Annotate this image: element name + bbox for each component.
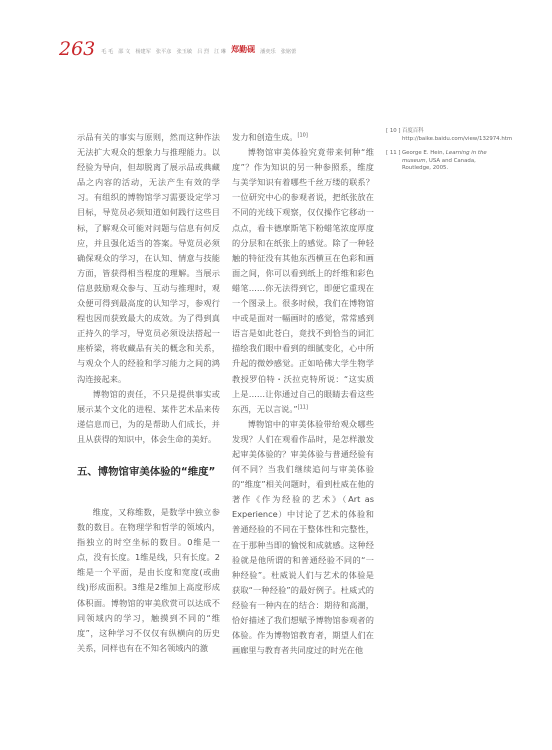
footnote-text — [402, 150, 504, 173]
footnote — [386, 128, 513, 143]
author-name: 江 琳 — [214, 49, 227, 55]
paragraph: 维度，又称维数，是数学中独立参数的数目。在物理学和哲学的领域内，指独立的时空坐标的数目。0维是一点，没有长度。1维是线，只有长度。2维是一个平面，是由长度和宽度(或曲线)形成面积。3维是2维加上高度形成体积面。博物馆的审美欣赏可以达成不同领域内的学习，触摸到不同的“维度”，这种学习不仅仅有纵横向的历史关系，同样也有在不知名领域内的激 — [77, 506, 220, 653]
footnote — [386, 150, 504, 173]
footnote-marker: [10] — [297, 132, 308, 139]
author-name: 张玉敏 — [176, 49, 193, 55]
footnote-marker: [11] — [297, 403, 308, 410]
paragraph-text: 博物馆审美体验究竟带来何种“维度”？作为知识的另一种参照系，维度与美学知识有着哪些千丝万缕的联系？一位研究中心的参观者说，把纸张放在不同的光线下观察，仅仅操作它移动一点点，看卡德摩斯笔下粉蜡笔浓度厚度的分层和在纸张上的感觉。除了一种轻触的特征没有其他东西横亘在色彩和画面之间，你可以看到纸上的纤维和彩色蜡笔……你无法得到它，即便它重现在一个图录上。很多时候，我们在博物馆中或是面对一幅画时的感觉，常常感到语言是如此苍白，竟找不到恰当的词汇描绘我们眼中看到的细腻变化，心中所升起的微妙感觉。正如哈佛大学生物学教授罗伯特・沃拉克特所说：“这实质上是……让你通过自己的眼睛去看这些东西，无以言说。” — [232, 147, 374, 414]
section-title: 五、博物馆审美体验的“维度” — [77, 465, 216, 478]
page-number: 263 — [59, 38, 96, 60]
author-name: 杨建军 — [135, 49, 151, 55]
text-column-right — [232, 130, 374, 658]
paragraph-text: 发力和创造生成。 — [232, 132, 298, 142]
author-name: 邵 文 — [118, 49, 131, 55]
footnote-book-title: Learning in the museum — [402, 150, 487, 164]
paragraph — [232, 145, 374, 417]
author-name: 毛 毛 — [101, 49, 114, 55]
page-header — [59, 38, 296, 58]
paragraph: 博物馆的责任，不只是提供事实或展示某个文化的进程、某件艺术品来传递信息而已，为的是帮助人们成长，并且从获得的知识中，体会生命的美好。 — [77, 388, 220, 444]
sidenotes — [386, 128, 513, 180]
author-name-highlighted: 郑勤砚 — [231, 45, 256, 54]
footnote-number: [ 11 ] — [386, 150, 401, 157]
text-column-left — [77, 130, 220, 656]
author-list — [101, 44, 296, 58]
paragraph: 博物馆中的审美体验带给观众哪些发现？人们在观看作品时，是怎样激发起审美体验的？审美体验与普通经验有何不同？当我们继续追问与审美体验的“维度”相关问题时，看到杜威在他的著作《作为经验的艺术》（Art as Experience）中讨论了艺术的体验和普通经验的不同在于整体性和完整性，在于那种当即的愉悦和成就感。这种经验就是他所谓的和普通经验不同的“一种经验”。杜威说人们与艺术的体验是获取“一种经验”的最好例子。杜威式的经验有一种内在的结合：期待和高潮，恰好描述了我们想赋予博物馆参观者的体验。作为博物馆教育者，期望人们在画廊里与教育者共同度过的时光在他 — [232, 418, 374, 656]
author-name: 吕 烈 — [197, 49, 210, 55]
footnote-text: 百度百科http://baike.baidu.com/view/132974.htm — [402, 128, 513, 142]
footnote-text-part: George E. Hein, — [402, 150, 446, 157]
paragraph: 示品有关的事实与原则，然而这种作法无法扩大观众的想象力与推理能力。以经验为导向，但却脱离了展示品或典藏品之内容的活动，无法产生有效的学习。有组织的博物馆学习需要设定学习目标，导览员必须知道如何践行这些目标，了解观众可能对问题与信息有何反应，并且强化适当的答案。导览员必须确保观众的学习，在认知、情意与技能方面，皆获得相当程度的理解。当展示信息鼓励观众参与、互动与推理时，观众便可得到最高度的认知学习，参观行程也因而获致最大的成效。为了得到真正持久的学习，导览员必须设法搭起一座桥梁，将收藏品有关的概念和关系，与观众个人的经验和学习能力之间的鸿沟连接起来。 — [77, 132, 220, 384]
author-name: 张铭蕾 — [280, 49, 297, 55]
footnote-number: [ 10 ] — [386, 128, 401, 134]
footnote-text-part: , USA and Canada, Routledge, 2005. — [402, 157, 476, 172]
author-name: 张平彦 — [155, 49, 172, 55]
paragraph — [232, 130, 374, 145]
author-name: 潘奕乐 — [260, 49, 276, 55]
